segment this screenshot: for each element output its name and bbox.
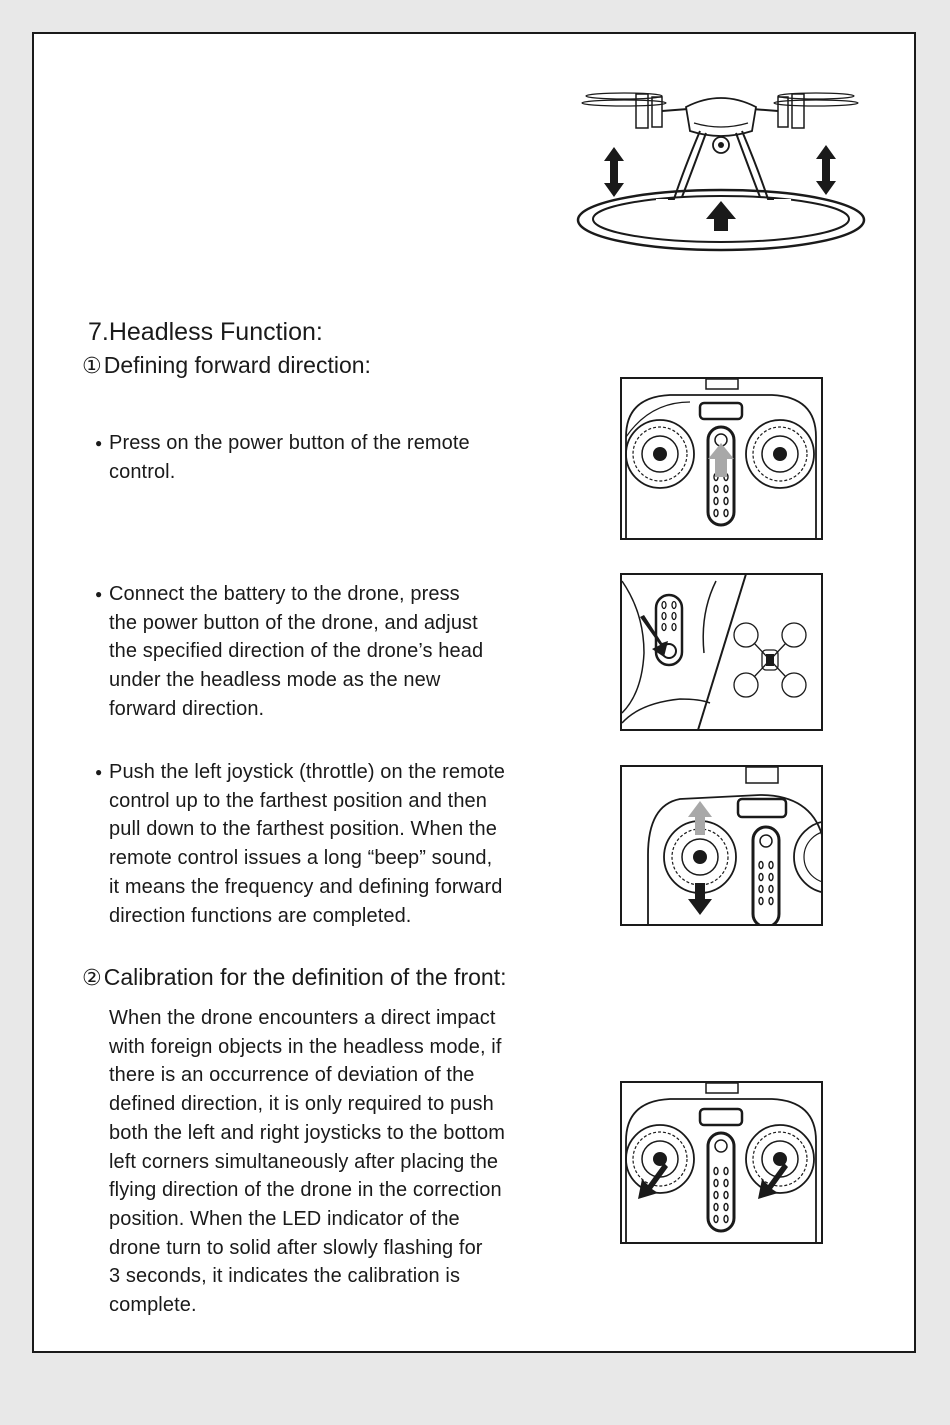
- subsection-calibration: [82, 964, 506, 991]
- bullet-item: [95, 580, 579, 724]
- text-line: complete.: [109, 1294, 197, 1317]
- text-line: Push the left joystick (throttle) on the remote: [109, 761, 505, 783]
- text-line: flying direction of the drone in the correction: [109, 1179, 502, 1202]
- text-line: with foreign objects in the headless mode, if: [109, 1035, 502, 1058]
- calibration-joysticks-figure: [620, 1081, 823, 1244]
- text-line: control up to the farthest position and then: [109, 789, 487, 812]
- subsection-number: ②: [82, 966, 102, 991]
- text-line: position. When the LED indicator of the: [109, 1207, 460, 1230]
- text-line: drone turn to solid after slowly flashing for: [109, 1236, 483, 1259]
- bullet-dot: ●: [95, 765, 103, 779]
- drone-takeoff-illustration: [576, 79, 876, 259]
- text-line: Press on the power button of the remote: [109, 432, 470, 454]
- bullet-dot: ●: [95, 436, 103, 450]
- text-line: 3 seconds, it indicates the calibration is: [109, 1265, 461, 1288]
- text-line: defined direction, it is only required to push: [109, 1093, 494, 1116]
- manual-page: [32, 32, 916, 1353]
- text-line: control.: [109, 460, 176, 483]
- text-line: the specified direction of the drone’s head: [109, 640, 484, 663]
- text-line: direction functions are completed.: [109, 904, 412, 927]
- text-line: remote control issues a long “beep” sound,: [109, 847, 493, 870]
- text-line: both the left and right joysticks to the bottom: [109, 1121, 506, 1144]
- text-line: When the drone encounters a direct impact: [109, 1007, 496, 1029]
- subsection-label: Defining forward direction:: [103, 352, 371, 378]
- calibration-paragraph: [109, 1004, 599, 1320]
- text-line: Connect the battery to the drone, press: [109, 583, 460, 605]
- bullet-item: [95, 429, 579, 486]
- throttle-up-down-figure: [620, 765, 823, 926]
- text-line: it means the frequency and defining forward: [109, 875, 503, 898]
- text-line: forward direction.: [109, 697, 265, 720]
- text-line: pull down to the farthest position. When the: [109, 818, 497, 841]
- drone-power-button-figure: [620, 573, 823, 731]
- bullet-item: [95, 758, 589, 930]
- subsection-label: Calibration for the definition of the front:: [103, 964, 507, 990]
- bullet-dot: ●: [95, 587, 103, 601]
- text-line: under the headless mode as the new: [109, 669, 441, 692]
- section-title: 7.Headless Function:: [88, 318, 323, 346]
- remote-power-button-figure: [620, 377, 823, 540]
- subsection-number: ①: [82, 354, 102, 379]
- text-line: there is an occurrence of deviation of the: [109, 1064, 475, 1087]
- text-line: the power button of the drone, and adjust: [109, 611, 478, 634]
- subsection-forward-direction: [82, 352, 371, 379]
- text-line: left corners simultaneously after placing the: [109, 1150, 499, 1173]
